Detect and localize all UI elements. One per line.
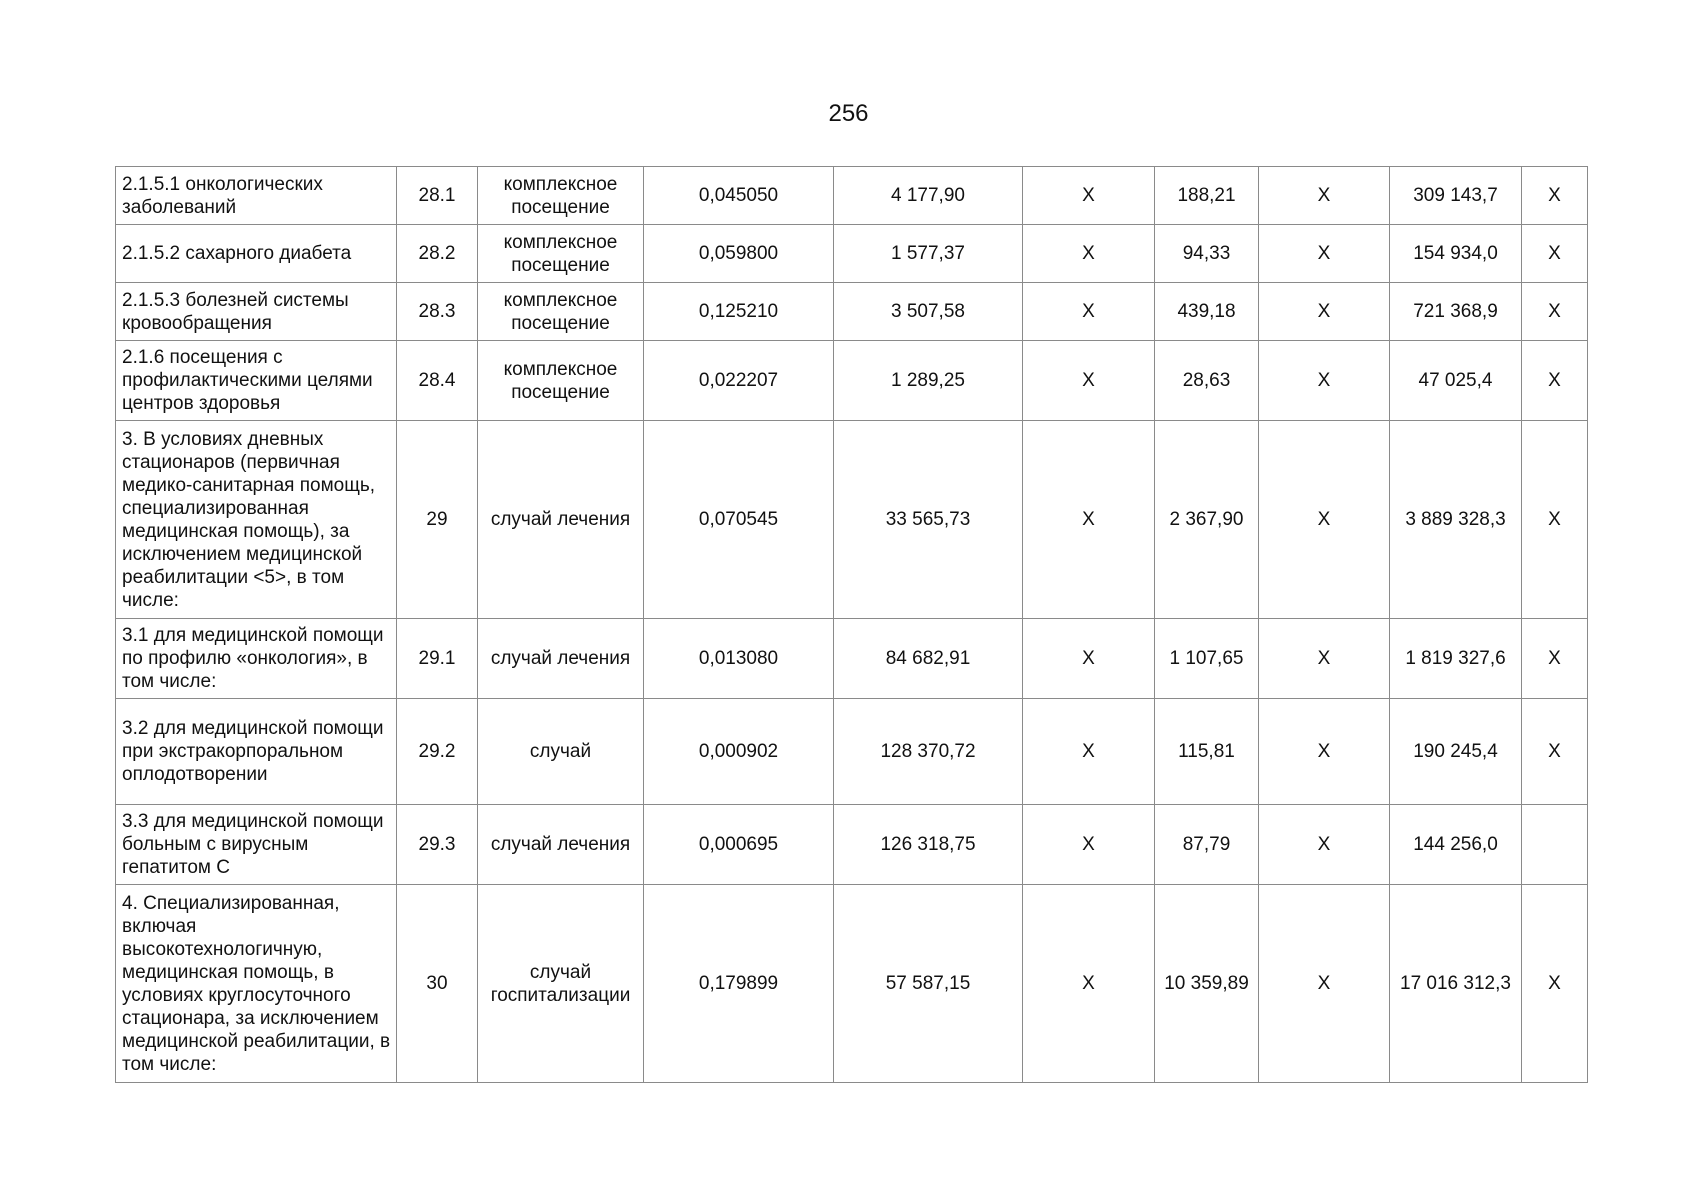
row-x-cell-8: X [1259, 805, 1390, 885]
row-code-cell: 28.4 [397, 341, 478, 421]
row-code-cell: 29.1 [397, 619, 478, 699]
row-code-cell: 28.1 [397, 167, 478, 225]
row-code-cell: 28.3 [397, 283, 478, 341]
row-per-capita-cell: 115,81 [1155, 699, 1259, 805]
row-x-cell-6: X [1023, 167, 1155, 225]
row-norm-cell: 0,179899 [644, 885, 834, 1083]
row-cost-cell: 57 587,15 [834, 885, 1023, 1083]
row-x-cell-8: X [1259, 225, 1390, 283]
row-x-cell-10 [1522, 805, 1588, 885]
row-unit-cell: комплексное посещение [478, 225, 644, 283]
row-cost-cell: 1 577,37 [834, 225, 1023, 283]
row-per-capita-cell: 1 107,65 [1155, 619, 1259, 699]
row-x-cell-6: X [1023, 699, 1155, 805]
row-x-cell-10: X [1522, 885, 1588, 1083]
table-body [116, 167, 1588, 1083]
row-cost-cell: 4 177,90 [834, 167, 1023, 225]
row-total-cell: 721 368,9 [1390, 283, 1522, 341]
row-norm-cell: 0,000695 [644, 805, 834, 885]
row-unit-cell: случай лечения [478, 805, 644, 885]
table-row [116, 167, 1588, 225]
page-number: 256 [828, 100, 869, 127]
row-name-cell: 3. В условиях дневных стационаров (первичная медико-санитарная помощь, специализированная медицинская помощь), за исключением медицинской реабилитации <5>, в том числе: [116, 421, 397, 619]
table-row [116, 225, 1588, 283]
row-x-cell-10: X [1522, 421, 1588, 619]
row-x-cell-6: X [1023, 619, 1155, 699]
row-x-cell-10: X [1522, 167, 1588, 225]
row-name-cell: 3.3 для медицинской помощи больным с вирусным гепатитом С [116, 805, 397, 885]
row-cost-cell: 1 289,25 [834, 341, 1023, 421]
data-table [115, 166, 1588, 1083]
row-per-capita-cell: 87,79 [1155, 805, 1259, 885]
row-x-cell-6: X [1023, 805, 1155, 885]
row-norm-cell: 0,013080 [644, 619, 834, 699]
row-norm-cell: 0,000902 [644, 699, 834, 805]
row-x-cell-8: X [1259, 885, 1390, 1083]
table-row [116, 805, 1588, 885]
row-x-cell-6: X [1023, 225, 1155, 283]
row-name-cell: 3.2 для медицинской помощи при экстракорпоральном оплодотворении [116, 699, 397, 805]
row-unit-cell: комплексное посещение [478, 341, 644, 421]
table-row [116, 885, 1588, 1083]
row-x-cell-8: X [1259, 421, 1390, 619]
row-unit-cell: комплексное посещение [478, 283, 644, 341]
row-per-capita-cell: 94,33 [1155, 225, 1259, 283]
row-per-capita-cell: 10 359,89 [1155, 885, 1259, 1083]
row-x-cell-8: X [1259, 167, 1390, 225]
table-row [116, 699, 1588, 805]
row-cost-cell: 3 507,58 [834, 283, 1023, 341]
row-name-cell: 2.1.6 посещения с профилактическими целями центров здоровья [116, 341, 397, 421]
row-norm-cell: 0,125210 [644, 283, 834, 341]
row-cost-cell: 33 565,73 [834, 421, 1023, 619]
row-cost-cell: 128 370,72 [834, 699, 1023, 805]
row-code-cell: 29.2 [397, 699, 478, 805]
row-code-cell: 30 [397, 885, 478, 1083]
row-x-cell-6: X [1023, 885, 1155, 1083]
row-total-cell: 1 819 327,6 [1390, 619, 1522, 699]
row-per-capita-cell: 28,63 [1155, 341, 1259, 421]
row-x-cell-10: X [1522, 283, 1588, 341]
row-unit-cell: комплексное посещение [478, 167, 644, 225]
row-total-cell: 144 256,0 [1390, 805, 1522, 885]
row-unit-cell: случай [478, 699, 644, 805]
row-x-cell-8: X [1259, 341, 1390, 421]
row-norm-cell: 0,022207 [644, 341, 834, 421]
row-per-capita-cell: 188,21 [1155, 167, 1259, 225]
row-x-cell-10: X [1522, 341, 1588, 421]
row-unit-cell: случай лечения [478, 619, 644, 699]
table-row [116, 421, 1588, 619]
row-x-cell-10: X [1522, 699, 1588, 805]
row-name-cell: 2.1.5.1 онкологических заболеваний [116, 167, 397, 225]
row-x-cell-10: X [1522, 225, 1588, 283]
row-total-cell: 190 245,4 [1390, 699, 1522, 805]
row-x-cell-8: X [1259, 283, 1390, 341]
row-x-cell-10: X [1522, 619, 1588, 699]
row-total-cell: 3 889 328,3 [1390, 421, 1522, 619]
table-row [116, 283, 1588, 341]
row-x-cell-8: X [1259, 699, 1390, 805]
row-per-capita-cell: 439,18 [1155, 283, 1259, 341]
row-name-cell: 2.1.5.3 болезней системы кровообращения [116, 283, 397, 341]
row-x-cell-6: X [1023, 421, 1155, 619]
row-total-cell: 17 016 312,3 [1390, 885, 1522, 1083]
row-name-cell: 2.1.5.2 сахарного диабета [116, 225, 397, 283]
row-name-cell: 3.1 для медицинской помощи по профилю «онкология», в том числе: [116, 619, 397, 699]
row-x-cell-6: X [1023, 341, 1155, 421]
row-unit-cell: случай лечения [478, 421, 644, 619]
row-code-cell: 29 [397, 421, 478, 619]
row-norm-cell: 0,059800 [644, 225, 834, 283]
row-cost-cell: 84 682,91 [834, 619, 1023, 699]
row-norm-cell: 0,045050 [644, 167, 834, 225]
row-x-cell-8: X [1259, 619, 1390, 699]
row-cost-cell: 126 318,75 [834, 805, 1023, 885]
row-norm-cell: 0,070545 [644, 421, 834, 619]
row-total-cell: 154 934,0 [1390, 225, 1522, 283]
row-x-cell-6: X [1023, 283, 1155, 341]
row-unit-cell: случай госпитализации [478, 885, 644, 1083]
row-total-cell: 47 025,4 [1390, 341, 1522, 421]
row-code-cell: 28.2 [397, 225, 478, 283]
row-total-cell: 309 143,7 [1390, 167, 1522, 225]
row-name-cell: 4. Специализированная, включая высокотехнологичную, медицинская помощь, в условиях круглосуточного стационара, за исключением медицинской реабилитации, в том числе: [116, 885, 397, 1083]
row-per-capita-cell: 2 367,90 [1155, 421, 1259, 619]
table-row [116, 341, 1588, 421]
row-code-cell: 29.3 [397, 805, 478, 885]
table-row [116, 619, 1588, 699]
